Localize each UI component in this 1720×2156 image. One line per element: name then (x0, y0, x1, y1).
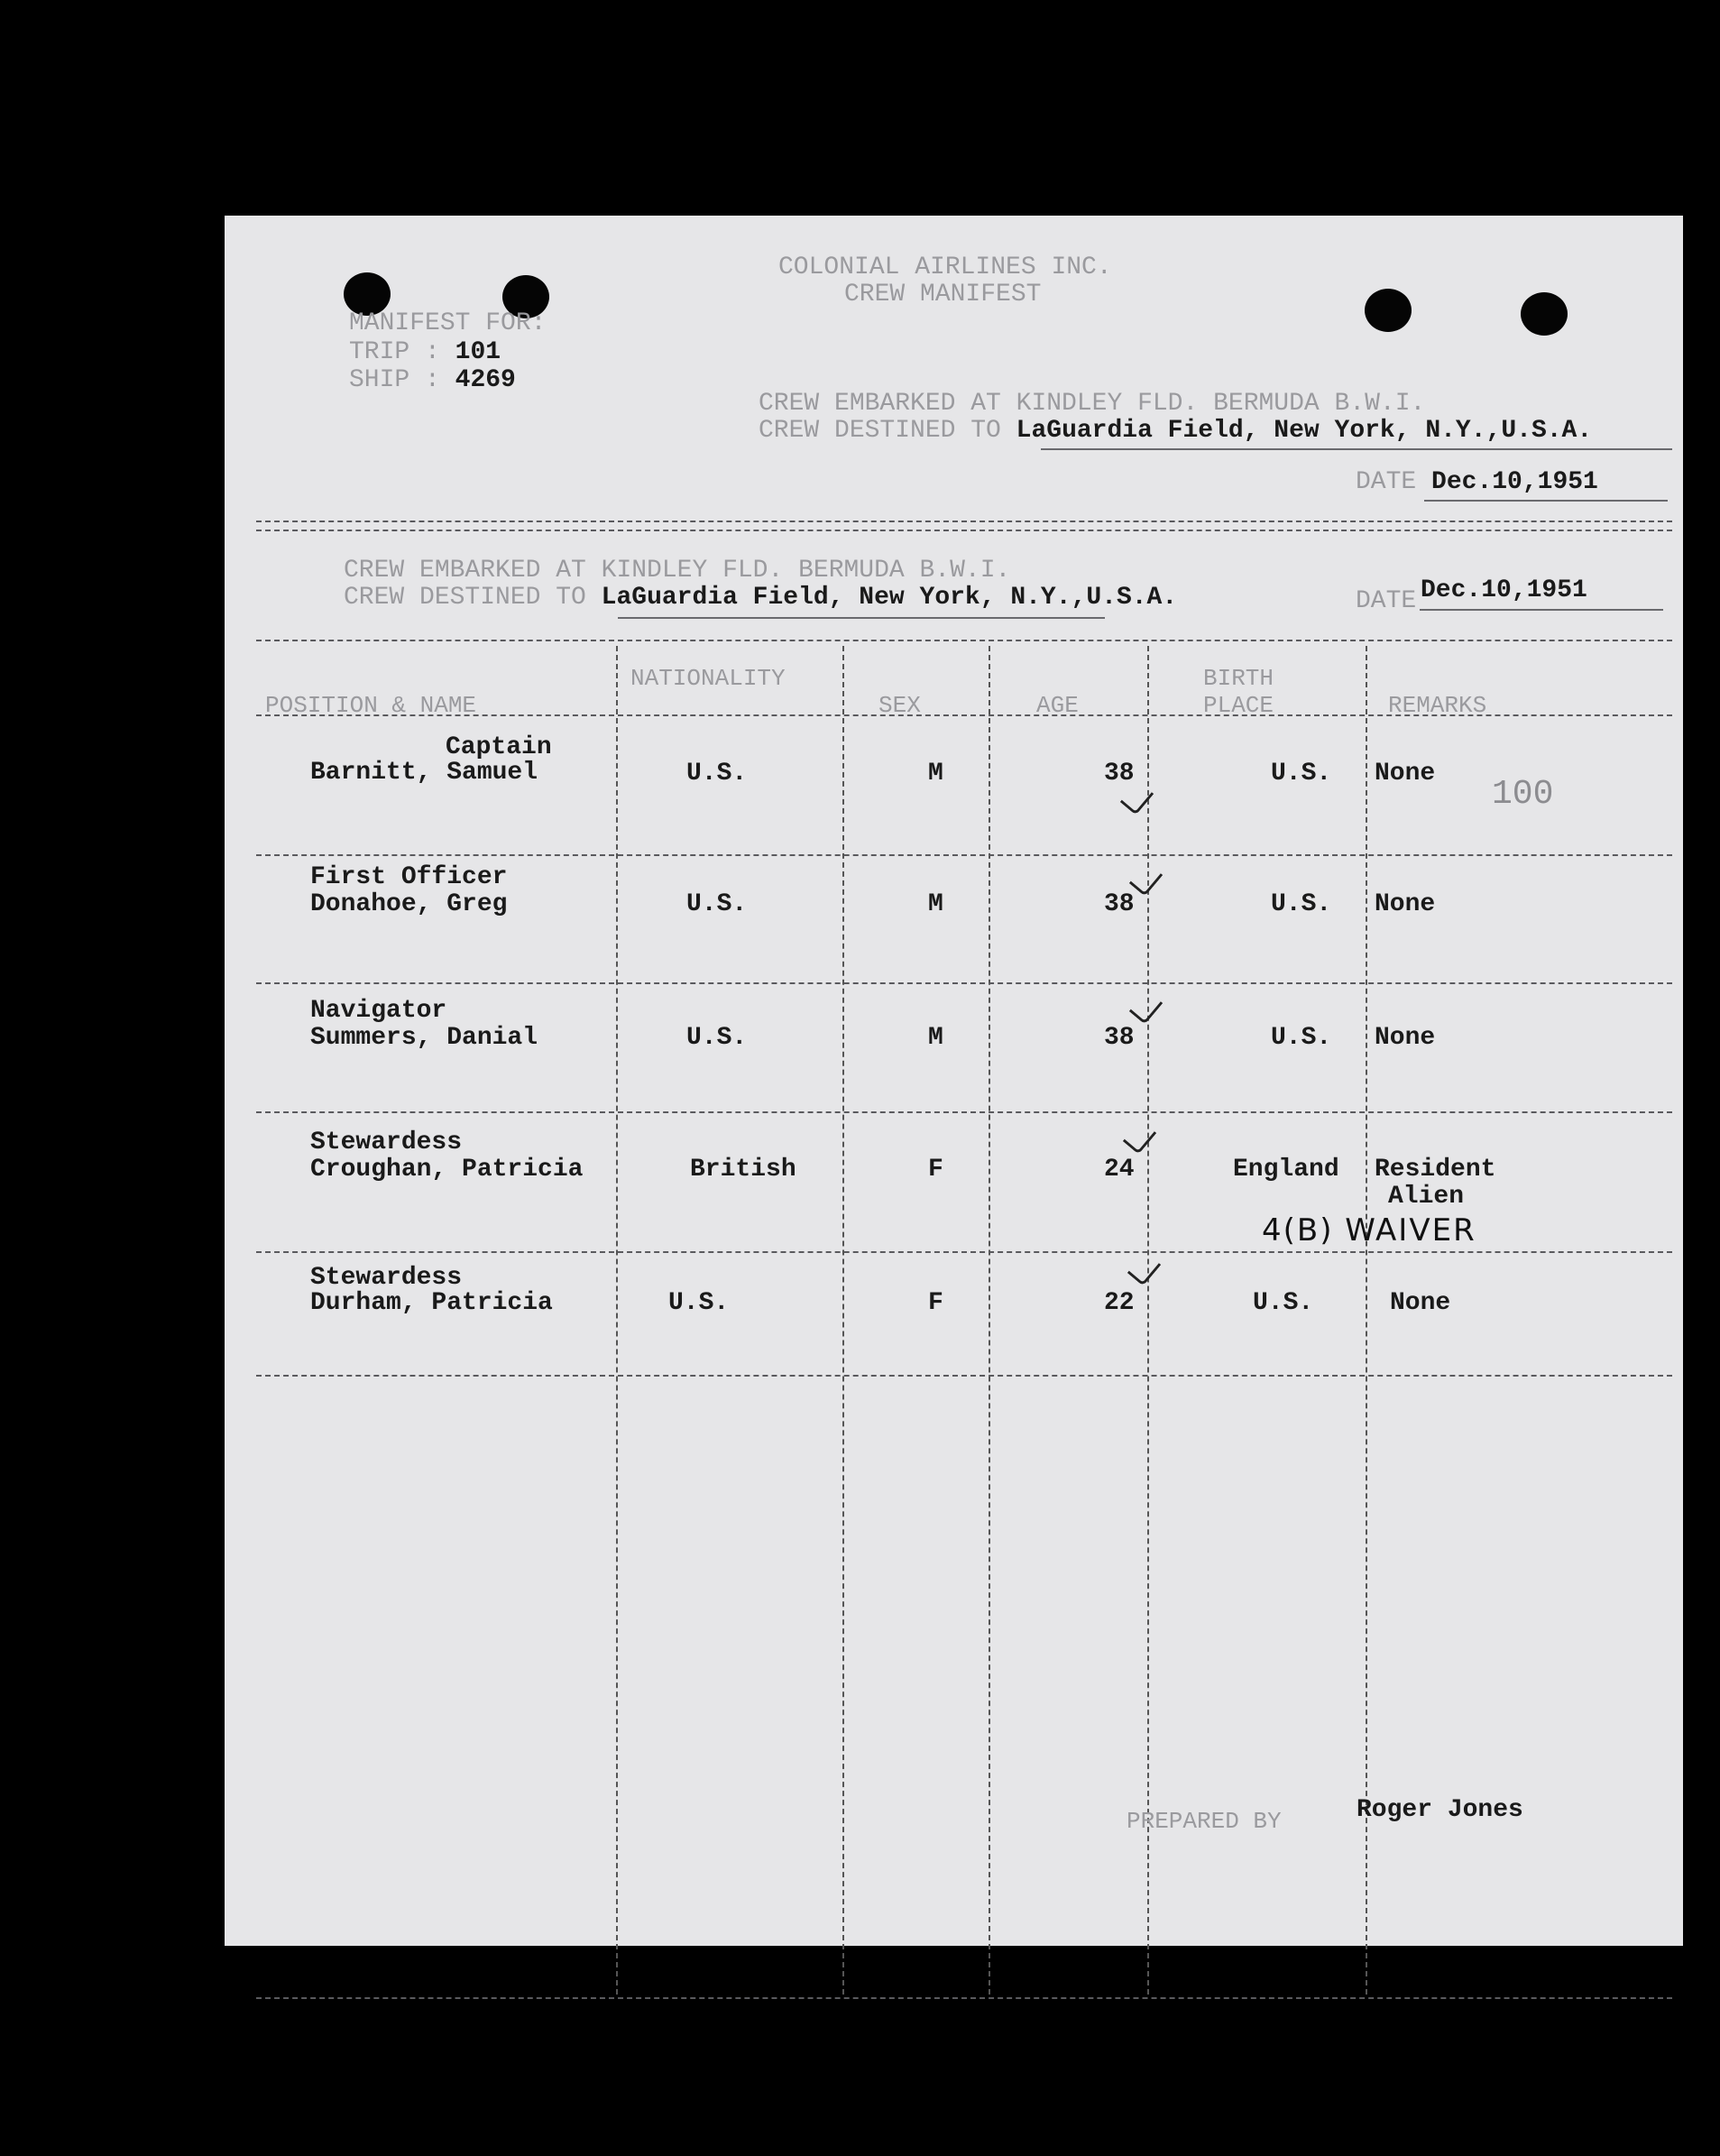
destined-value-2: LaGuardia Field, New York, N.Y.,U.S.A. (601, 584, 1178, 612)
stamp-number: 100 (1492, 775, 1554, 814)
form-title: CREW MANIFEST (844, 281, 1042, 309)
date-underline-2 (1420, 609, 1663, 611)
crew-nationality: British (690, 1156, 796, 1184)
date-label-2: DATE (1356, 587, 1417, 615)
trip-label: TRIP : (349, 338, 440, 366)
crew-remarks: Resident (1375, 1156, 1496, 1184)
crew-remarks-line-2: Alien (1388, 1183, 1465, 1211)
company-name: COLONIAL AIRLINES INC. (778, 253, 1112, 281)
col-header-age: AGE (1036, 692, 1079, 719)
crew-sex: M (928, 1024, 943, 1052)
crew-age: 38 (1104, 1024, 1135, 1052)
divider (256, 521, 1672, 522)
trip-value: 101 (455, 338, 501, 366)
divider (256, 530, 1672, 531)
crew-position: First Officer (310, 863, 508, 891)
row-divider (256, 1111, 1672, 1113)
ship-label: SHIP : (349, 366, 440, 394)
column-rule (1366, 646, 1367, 1995)
crew-remarks: None (1375, 890, 1436, 918)
crew-position: Stewardess (310, 1129, 463, 1156)
row-divider (256, 982, 1672, 984)
destined-underline (1041, 448, 1672, 450)
row-divider (256, 1997, 1672, 1999)
col-header-position-name: POSITION & NAME (265, 692, 477, 719)
crew-age: 38 (1104, 890, 1135, 918)
crew-birth-place: U.S. (1271, 1024, 1332, 1052)
destined-value: LaGuardia Field, New York, N.Y.,U.S.A. (1016, 417, 1593, 445)
crew-age: 22 (1104, 1289, 1135, 1317)
check-mark (1129, 990, 1164, 1025)
crew-sex: M (928, 890, 943, 918)
ship-line (349, 366, 516, 394)
crew-remarks: None (1375, 760, 1436, 788)
manifest-page (225, 216, 1683, 1946)
row-divider (256, 854, 1672, 856)
crew-nationality: U.S. (686, 890, 748, 918)
crew-remarks: None (1390, 1289, 1451, 1317)
manifest-for-label: MANIFEST FOR: (349, 309, 547, 337)
crew-nationality: U.S. (686, 760, 748, 788)
destined-label-2: CREW DESTINED TO (344, 584, 586, 612)
col-header-nationality: NATIONALITY (630, 665, 786, 692)
destined-line (759, 417, 1592, 445)
crew-position: Captain (446, 733, 552, 761)
crew-sex: M (928, 760, 943, 788)
column-rule (989, 646, 990, 1995)
check-mark (1123, 1119, 1157, 1155)
date-line (1356, 468, 1598, 496)
col-header-sex: SEX (878, 692, 921, 719)
embarked-label-2: CREW EMBARKED AT KINDLEY FLD. BERMUDA B.W.I. (344, 557, 1011, 585)
trip-line (349, 338, 501, 366)
handwritten-note: 4(B) WAIVER (1262, 1212, 1476, 1248)
divider (256, 640, 1672, 641)
date-value-2: Dec.10,1951 (1421, 576, 1587, 604)
column-rule (1147, 646, 1149, 1995)
destined-underline-2 (618, 617, 1105, 619)
destined-line-2 (344, 584, 1177, 612)
row-divider (256, 1251, 1672, 1253)
check-mark (1127, 1251, 1162, 1286)
crew-nationality: U.S. (686, 1024, 748, 1052)
embarked-label: CREW EMBARKED AT KINDLEY FLD. BERMUDA B.W.I. (759, 390, 1426, 418)
crew-name: Summers, Danial (310, 1024, 538, 1052)
crew-birth-place: England (1233, 1156, 1339, 1184)
date-value: Dec.10,1951 (1431, 468, 1598, 496)
col-header-remarks: REMARKS (1388, 692, 1487, 719)
date-label: DATE (1356, 468, 1417, 496)
crew-name: Durham, Patricia (310, 1289, 553, 1317)
crew-name: Donahoe, Greg (310, 890, 508, 918)
row-divider (256, 1375, 1672, 1377)
crew-sex: F (928, 1289, 943, 1317)
punch-hole (1521, 292, 1568, 336)
crew-position: Stewardess (310, 1264, 463, 1292)
date-underline (1424, 500, 1668, 502)
crew-birth-place: U.S. (1271, 890, 1332, 918)
prepared-by-label: PREPARED BY (1127, 1808, 1282, 1835)
destined-label: CREW DESTINED TO (759, 417, 1001, 445)
crew-birth-place: U.S. (1253, 1289, 1314, 1317)
crew-position: Navigator (310, 997, 447, 1025)
crew-nationality: U.S. (668, 1289, 730, 1317)
punch-hole (1365, 289, 1412, 332)
crew-sex: F (928, 1156, 943, 1184)
crew-age: 38 (1104, 760, 1135, 788)
crew-remarks: None (1375, 1024, 1436, 1052)
column-rule (616, 646, 618, 1995)
column-rule (842, 646, 844, 1995)
col-header-birth-place: BIRTH PLACE (1203, 665, 1274, 719)
row-divider (256, 714, 1672, 716)
crew-name: Croughan, Patricia (310, 1156, 584, 1184)
prepared-by-value: Roger Jones (1357, 1796, 1523, 1824)
ship-value: 4269 (455, 366, 516, 394)
crew-birth-place: U.S. (1271, 760, 1332, 788)
crew-name: Barnitt, Samuel (310, 759, 538, 787)
crew-age: 24 (1104, 1156, 1135, 1184)
